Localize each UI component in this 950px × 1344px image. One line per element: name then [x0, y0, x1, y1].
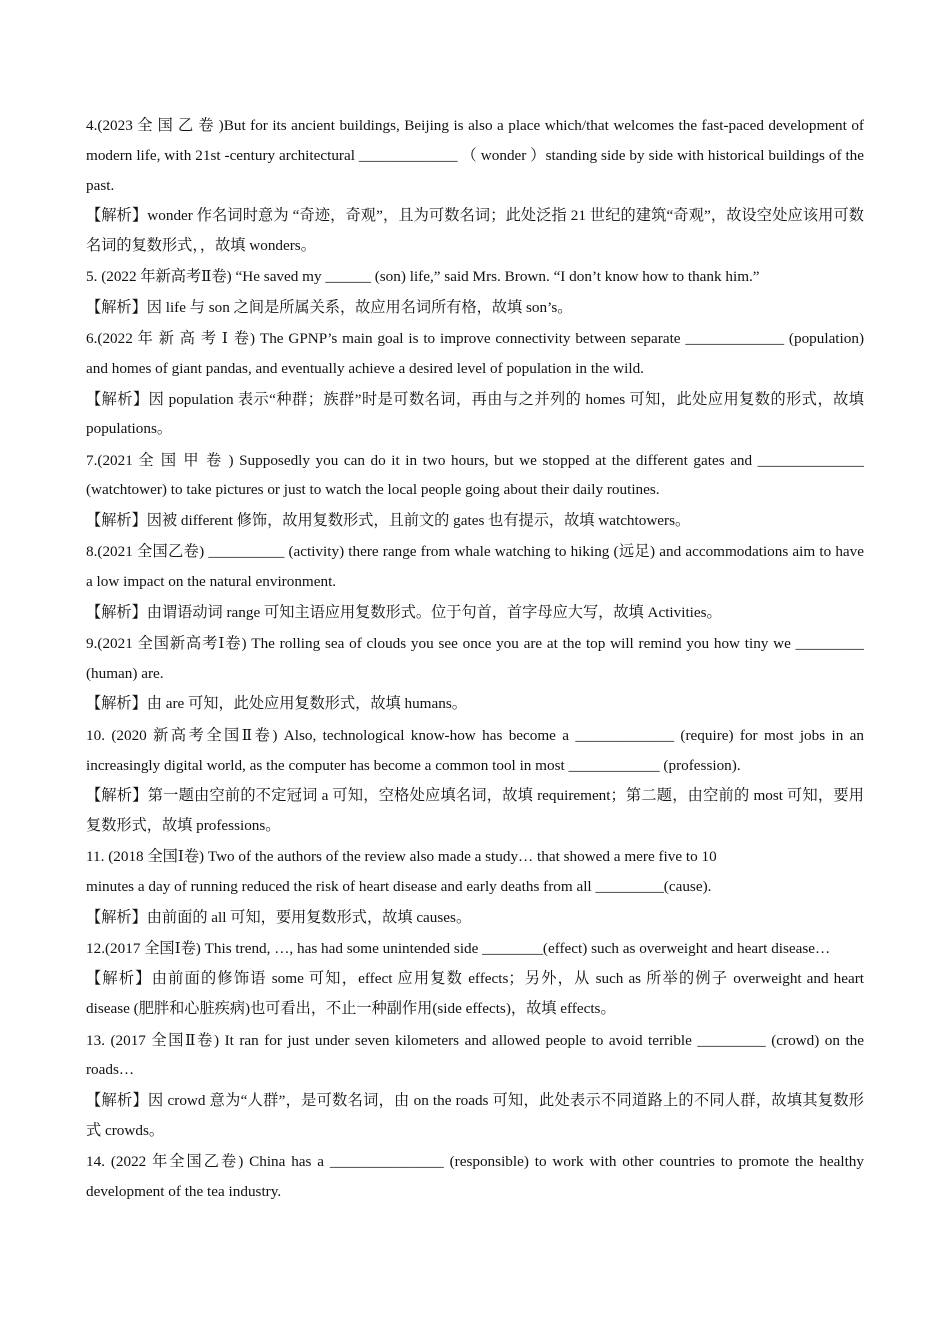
question-14-text: 14. (2022 年全国乙卷) China has a _______________ (responsible) to work with other countries to promote the healthy development of the tea industry. — [86, 1153, 864, 1200]
question-13-text: 13. (2017 全国Ⅱ卷) It ran for just under seven kilometers and allowed people to avoid terrible _________ (crowd) on the roads… — [86, 1031, 864, 1079]
question-8-text: 8.(2021 全国乙卷) __________ (activity) there range from whale watching to hiking (远足) and accommodations aim to have a low impact on the natural environment. — [86, 543, 864, 591]
question-11-text: 11. (2018 全国Ⅰ卷) Two of the authors of the review also made a study… that showed a mere five to 10 minutes a day of running reduced the risk of heart disease and early deaths from all _________(cause). — [86, 848, 717, 895]
question-5-text: 5. (2022 年新高考Ⅱ卷) “He saved my ______ (son) life,” said Mrs. Brown. “I don’t know how to thank him.” — [86, 268, 760, 286]
analysis-5-text: 【解析】因 life 与 son 之间是所属关系，故应用名词所有格，故填 son’s。 — [86, 298, 573, 316]
question-10-text: 10. (2020 新高考全国Ⅱ卷) Also, technological know-how has become a _____________ (require) for most jobs in an increasingly digital world, as the computer has become a common tool in most ____________ (profession). — [86, 726, 864, 774]
analysis-9-text: 【解析】由 are 可知，此处应用复数形式，故填 humans。 — [86, 695, 467, 713]
question-6-text: 6.(2022 年 新 高 考 Ⅰ 卷) The GPNP’s main goal is to improve connectivity between separate _____________ (population) and homes of giant pandas, and eventually achieve a desired level of population in the wild. — [86, 330, 864, 377]
analysis-8-text: 【解析】由谓语动词 range 可知主语应用复数形式。位于句首，首字母应大写，故填 Activities。 — [86, 603, 722, 621]
question-4-text: 4.(2023 全 国 乙 卷 )But for its ancient buildings, Beijing is also a place which/that welcomes the fast-paced development of modern life, with 21st -century architectural _____________ （ wonder ）standing side by side with historical buildings of the past. — [86, 117, 864, 194]
analysis-10-text: 【解析】第一题由空前的不定冠词 a 可知，空格处应填名词，故填 requirement；第二题，由空前的 most 可知，要用复数形式，故填 professions。 — [86, 787, 864, 834]
question-7-text: 7.(2021 全 国 甲 卷 ) Supposedly you can do it in two hours, but we stopped at the different gates and ______________ (watchtower) to take pictures or just to watch the local people going about their daily routines. — [86, 451, 864, 499]
question-9-text: 9.(2021 全国新高考Ⅰ卷) The rolling sea of clouds you see once you are at the top will remind you how tiny we _________ (human) are. — [86, 635, 864, 682]
analysis-12-text: 【解析】由前面的修饰语 some 可知，effect 应用复数 effects；另外，从 such as 所举的例子 overweight and heart disease (肥胖和心脏疾病)也可看出，不止一种副作用(side effects)，故填 effects。 — [86, 970, 864, 1018]
analysis-7-text: 【解析】因被 different 修饰，故用复数形式，且前文的 gates 也有提示，故填 watchtowers。 — [86, 512, 691, 530]
analysis-11-text: 【解析】由前面的 all 可知，要用复数形式，故填 causes。 — [86, 908, 472, 926]
analysis-13-text: 【解析】因 crowd 意为“人群”，是可数名词，由 on the roads 可知，此处表示不同道路上的不同人群，故填其复数形式 crowds。 — [86, 1091, 864, 1139]
question-12-text: 12.(2017 全国Ⅰ卷) This trend, …, has had some unintended side ________(effect) such as overweight and heart disease… — [86, 939, 831, 957]
document-page — [86, 111, 864, 1207]
analysis-4-text: 【解析】wonder 作名词时意为 “奇迹，奇观”，且为可数名词；此处泛指 21 世纪的建筑“奇观”，故设空处应该用可数名词的复数形式，，故填 wonders。 — [86, 207, 864, 254]
analysis-6-text: 【解析】因 population 表示“种群；族群”时是可数名词，再由与之并列的 homes 可知，此处应用复数的形式，故填 populations。 — [86, 390, 864, 438]
